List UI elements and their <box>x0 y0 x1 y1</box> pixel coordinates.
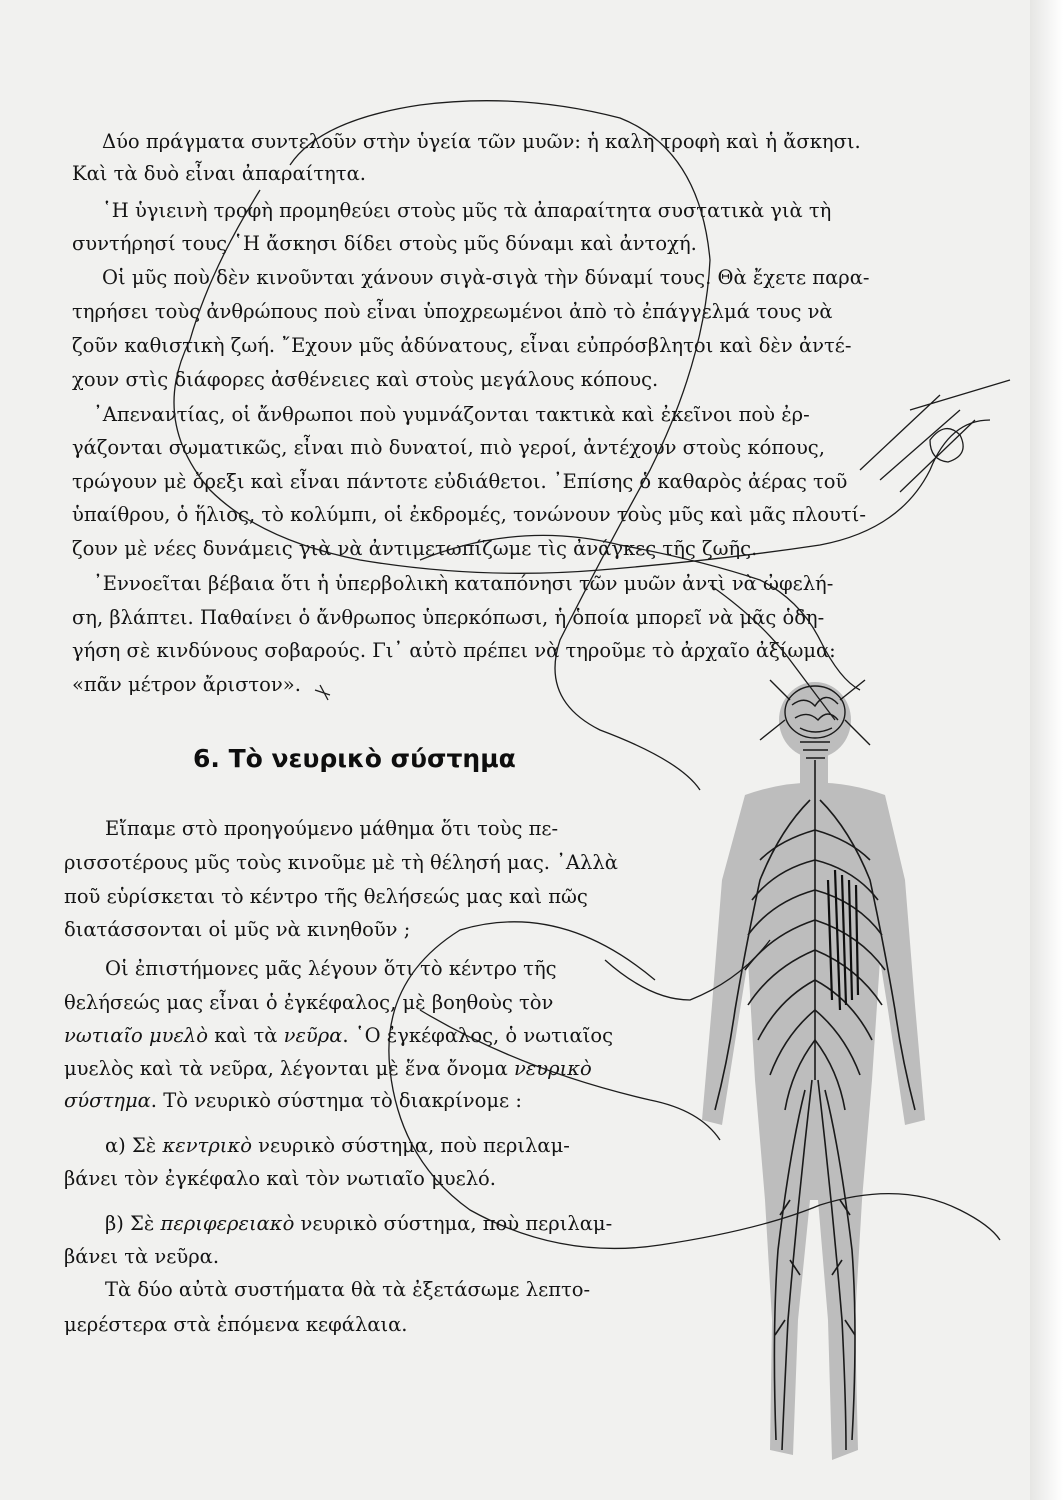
text-line: ποῦ εὑρίσκεται τὸ κέντρο τῆς θελήσεώς μας καὶ πῶς <box>64 885 588 908</box>
section-heading: 6. Τὸ νευρικὸ σύστημα <box>193 744 516 773</box>
italic-term: σύστημα <box>64 1089 151 1112</box>
pen-scribbles <box>174 101 1010 1249</box>
text-line: βάνει τὰ νεῦρα. <box>64 1245 220 1268</box>
text-line: Δύο πράγματα συντελοῦν στὴν ὑγεία τῶν μυῶν: ἡ καλὴ τροφὴ καὶ ἡ ἄσκησι. <box>102 130 861 153</box>
text-line: διατάσσονται οἱ μῦς νὰ κινηθοῦν ; <box>64 918 411 941</box>
text-line: ση, βλάπτει. Παθαίνει ὁ ἄνθρωπος ὑπερκόπωσι, ἡ ὁποία μπορεῖ νὰ μᾶς ὁδη- <box>72 606 825 629</box>
text-fragment: . ῾Ο ἐγκέφαλος, ὁ νωτιαῖος <box>342 1024 614 1047</box>
text-fragment: μυελὸς καὶ τὰ νεῦρα, λέγονται μὲ ἕνα ὄνομα <box>64 1057 514 1080</box>
text-line: ζουν μὲ νέες δυνάμεις γιὰ νὰ ἀντιμετωπίζωμε τὶς ἀνάγκες τῆς ζωῆς. <box>72 537 758 560</box>
text-line: Καὶ τὰ δυὸ εἶναι ἀπαραίτητα. <box>72 162 366 185</box>
text-fragment: καὶ τὰ <box>208 1024 284 1047</box>
body-silhouette <box>702 682 925 1460</box>
text-line: τηρήσει τοὺς ἀνθρώπους ποὺ εἶναι ὑποχρεωμένοι ἀπὸ τὸ ἐπάγγελμά τους νὰ <box>72 300 833 323</box>
text-line: θελήσεώς μας εἶναι ὁ ἐγκέφαλος, μὲ βοηθοὺς τὸν <box>64 991 554 1014</box>
text-line: ρισσοτέρους μῦς τοὺς κινοῦμε μὲ τὴ θέλησή μας. ᾽Αλλὰ <box>64 851 618 874</box>
italic-term: κεντρικὸ <box>162 1134 252 1157</box>
text-line: γάζονται σωματικῶς, εἶναι πιὸ δυνατοί, πιὸ γεροί, ἀντέχουν στοὺς κόπους, <box>72 436 825 459</box>
text-line: Οἱ μῦς ποὺ δὲν κινοῦνται χάνουν σιγὰ-σιγὰ τὴν δύναμί τους. Θὰ ἔχετε παρα- <box>102 266 870 289</box>
text-line: ᾽Εννοεῖται βέβαια ὅτι ἡ ὑπερβολικὴ καταπόνησι τῶν μυῶν ἀντὶ νὰ ὠφελή- <box>93 572 834 595</box>
text-fragment: νευρικὸ σύστημα, ποὺ περιλαμ- <box>294 1212 613 1235</box>
italic-term: νωτιαῖο μυελὸ <box>64 1024 209 1047</box>
text-line: Οἱ ἐπιστήμονες μᾶς λέγουν ὅτι τὸ κέντρο τῆς <box>105 957 557 980</box>
text-line: συντήρησί τους ῾Η ἄσκησι δίδει στοὺς μῦς δύναμι καὶ ἀντοχή. <box>72 232 697 255</box>
text-line: μερέστερα στὰ ἑπόμενα κεφάλαια. <box>64 1313 408 1336</box>
text-line: ᾽Απεναντίας, οἱ ἄνθρωποι ποὺ γυμνάζονται τακτικὰ καὶ ἐκεῖνοι ποὺ ἐρ- <box>93 403 810 426</box>
text-line: χουν στὶς διάφορες ἀσθένειες καὶ στοὺς μεγάλους κόπους. <box>72 368 659 391</box>
italic-term: περιφερειακὸ <box>160 1212 295 1235</box>
text-line: ὑπαίθρου, ὁ ἥλιος, τὸ κολύμπι, οἱ ἐκδρομές, τονώνουν τοὺς μῦς καὶ μᾶς πλουτί- <box>72 503 866 526</box>
text-fragment: α) Σὲ <box>105 1134 163 1157</box>
text-line: βάνει τὸν ἐγκέφαλο καὶ τὸν νωτιαῖο μυελό. <box>64 1167 496 1190</box>
text-line: ῾Η ὑγιεινὴ τροφὴ προμηθεύει στοὺς μῦς τὰ ἀπαραίτητα συστατικὰ γιὰ τὴ <box>102 199 832 222</box>
text-line: ζοῦν καθιστικὴ ζωή. ῎Εχουν μῦς ἀδύνατους, εἶναι εὐπρόσβλητοι καὶ δὲν ἀντέ- <box>72 334 852 357</box>
text-line: Εἴπαμε στὸ προηγούμενο μάθημα ὅτι τοὺς πε- <box>105 817 559 840</box>
text-fragment: νευρικὸ σύστημα, ποὺ περιλαμ- <box>251 1134 570 1157</box>
text-fragment: β) Σὲ <box>105 1212 161 1235</box>
italic-term: νευρικὸ <box>513 1057 592 1080</box>
text-line: γήση σὲ κινδύνους σοβαρούς. Γι᾽ αὐτὸ πρέπει νὰ τηροῦμε τὸ ἀρχαῖο ἀξίωμα: <box>72 639 836 662</box>
text-line: τρώγουν μὲ ὄρεξι καὶ εἶναι πάντοτε εὐδιάθετοι. ᾽Επίσης ὁ καθαρὸς ἀέρας τοῦ <box>72 470 848 493</box>
italic-term: νεῦρα <box>283 1024 343 1047</box>
text-line: «πᾶν μέτρον ἄριστον». <box>72 673 301 696</box>
text-fragment: . Τὸ νευρικὸ σύστημα τὸ διακρίνομε : <box>150 1089 522 1112</box>
text-line: Τὰ δύο αὐτὰ συστήματα θὰ τὰ ἐξετάσωμε λεπτο- <box>105 1278 591 1301</box>
